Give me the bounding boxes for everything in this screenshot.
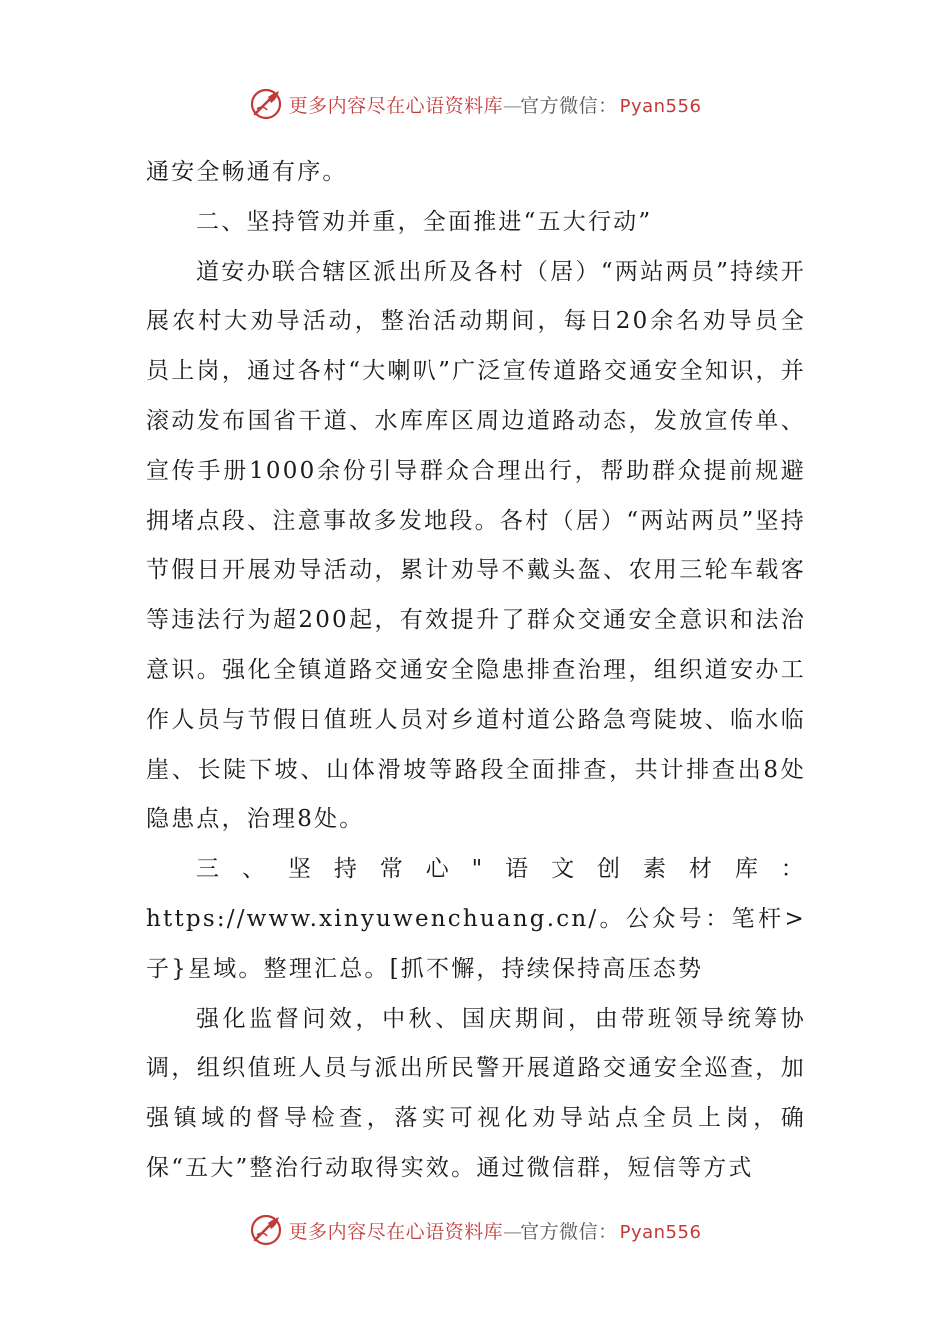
- header-watermark: [0, 84, 950, 124]
- watermark-site-name: 更多内容尽在心语资料库: [288, 94, 504, 117]
- watermark-dash: —: [503, 1220, 521, 1243]
- footer-watermark: [0, 1210, 950, 1250]
- watermark-wechat-id: Pyan556: [619, 1221, 702, 1243]
- section-heading-2: 二、坚持管劝并重，全面推进“五大行动”: [196, 208, 653, 235]
- quill-logo-icon: [249, 87, 283, 121]
- watermark-site-name: 更多内容尽在心语资料库: [288, 1220, 504, 1243]
- watermark-wechat-label: 官方微信：: [520, 94, 618, 117]
- quill-logo-icon: [249, 1213, 283, 1247]
- watermark-wechat-id: Pyan556: [619, 95, 702, 117]
- paragraph-3: 道安办联合辖区派出所及各村（居）“两站两员”持续开展农村大劝导活动，整治活动期间，每日20余名劝导员全员上岗，通过各村“大喇叭”广泛宣传道路交通安全知识，并滚动发布国省干道、水库库区周边道路动态，发放宣传单、宣传手册1000余份引导群众合理出行，帮助群众提前规避拥堵点段、注意事故多发地段。各村（居）“两站两员”坚持节假日开展劝导活动，累计劝导不戴头盔、农用三轮车载客等违法行为超200起，有效提升了群众交通安全意识和法治意识。强化全镇道路交通安全隐患排查治理，组织道安办工作人员与节假日值班人员对乡道村道公路急弯陡坡、临水临崖、长陡下坡、山体滑坡等路段全面排查，共计排查出8处隐患点，治理8处。: [146, 258, 806, 833]
- paragraph-1: 通安全畅通有序。: [146, 159, 348, 185]
- paragraph-5: 强化监督问效，中秋、国庆期间，由带班领导统筹协调，组织值班人员与派出所民警开展道路交通安全巡查，加强镇域的督导检查，落实可视化劝导站点全员上岗，确保“五大”整治行动取得实效。通过微信群，短信等方式: [146, 1005, 806, 1181]
- document-body: [146, 148, 806, 1194]
- watermark-wechat-label: 官方微信：: [520, 1220, 618, 1243]
- section-heading-3: 三、坚持常心"语文创素材库：https://www.xinyuwenchuang.cn/。公众号：笔杆>子}星域。整理汇总。[抓不懈，持续保持高压态势: [146, 856, 806, 982]
- watermark-dash: —: [503, 94, 521, 117]
